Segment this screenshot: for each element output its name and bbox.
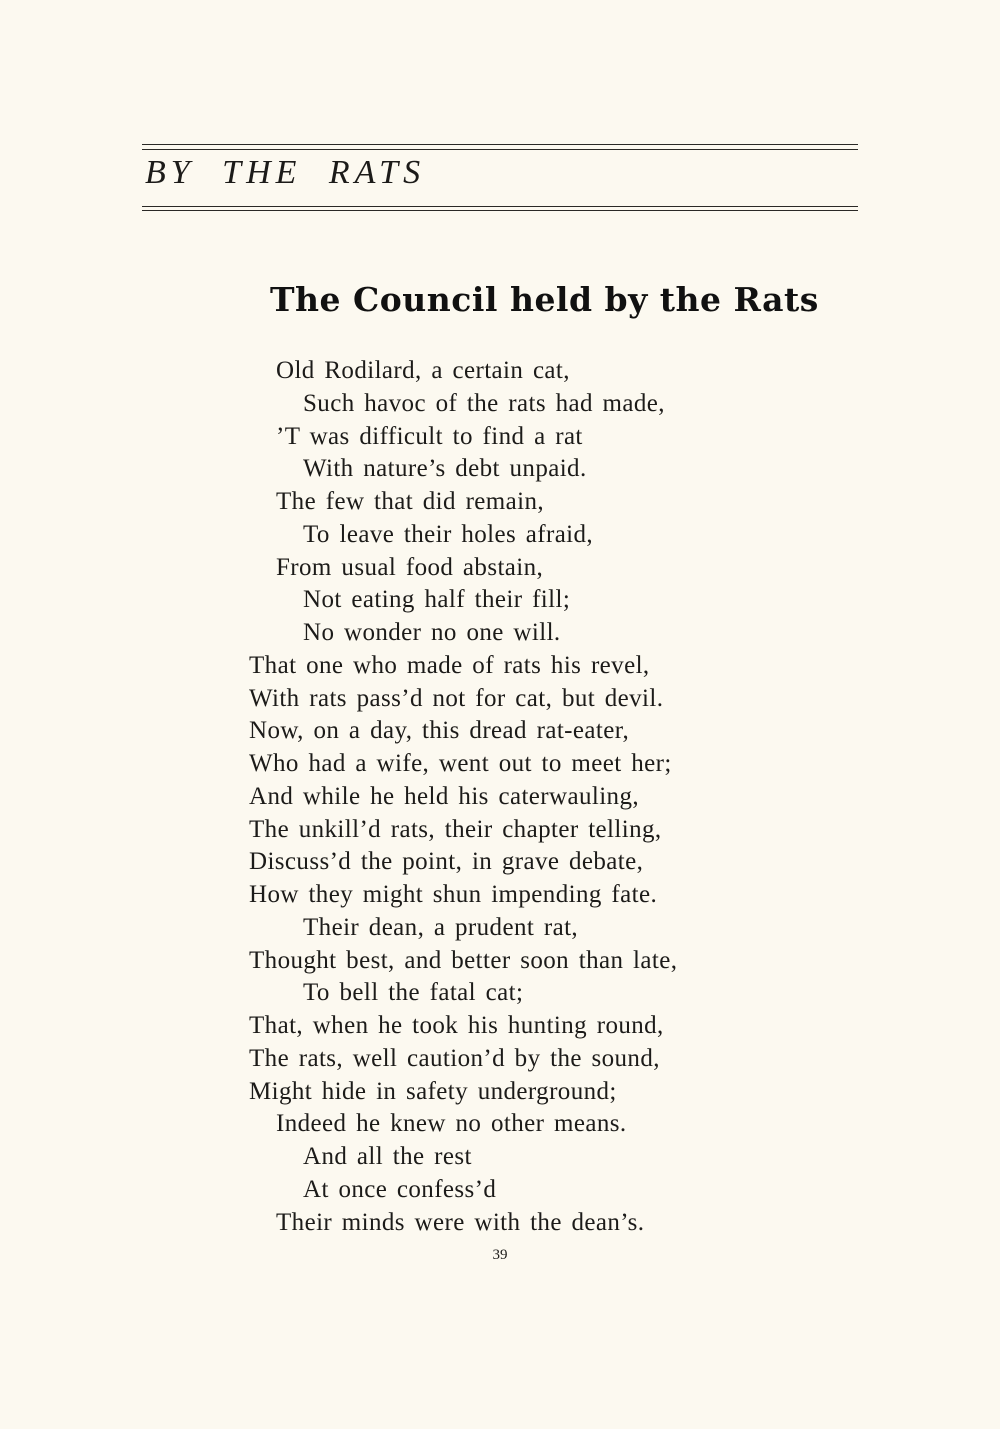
bottom-rule-outer xyxy=(142,210,858,211)
poem-line: The rats, well caution’d by the sound, xyxy=(249,1044,660,1072)
poem-line: From usual food abstain, xyxy=(276,553,544,581)
poem-line: Thought best, and better soon than late, xyxy=(249,946,678,974)
poem-line: With rats pass’d not for cat, but devil. xyxy=(249,684,664,712)
poem-line: Old Rodilard, a certain cat, xyxy=(276,357,570,384)
poem-line: That one who made of rats his revel, xyxy=(249,651,650,679)
top-rule-outer xyxy=(142,144,858,145)
poem-line: And while he held his caterwauling, xyxy=(249,782,640,810)
top-rule-inner xyxy=(142,149,858,150)
poem-line: How they might shun impending fate. xyxy=(249,881,658,908)
poem-line: That, when he took his hunting round, xyxy=(249,1012,664,1039)
poem-line: Indeed he knew no other means. xyxy=(276,1110,627,1138)
poem-line: Discuss’d the point, in grave debate, xyxy=(249,848,644,876)
poem-line: And all the rest xyxy=(303,1143,472,1170)
poem-line: To bell the fatal cat; xyxy=(303,979,524,1007)
poem-line: To leave their holes afraid, xyxy=(303,520,594,548)
bottom-rule-inner xyxy=(142,206,858,207)
running-head: BY THE RATS xyxy=(145,154,426,191)
page-number: 39 xyxy=(492,1247,508,1263)
poem-line: The unkill’d rats, their chapter telling, xyxy=(249,815,662,843)
poem-line: Who had a wife, went out to meet her; xyxy=(249,750,672,777)
poem-line: With nature’s debt unpaid. xyxy=(303,455,587,483)
poem-line: Might hide in safety underground; xyxy=(249,1077,617,1105)
poem-line: Their minds were with the dean’s. xyxy=(276,1208,645,1236)
poem-line: Now, on a day, this dread rat-eater, xyxy=(249,717,630,745)
poem-line: Their dean, a prudent rat, xyxy=(303,913,579,941)
poem-line: At once confess’d xyxy=(303,1175,497,1203)
poem-body xyxy=(249,355,677,1239)
poem-line: Such havoc of the rats had made, xyxy=(303,389,665,417)
poem-title: The Council held by the Rats xyxy=(270,280,819,319)
poem-line: ’T was difficult to find a rat xyxy=(276,422,583,450)
poem-line: Not eating half their fill; xyxy=(303,586,571,614)
poem-line: The few that did remain, xyxy=(276,488,545,515)
poem-line: No wonder no one will. xyxy=(303,619,561,646)
